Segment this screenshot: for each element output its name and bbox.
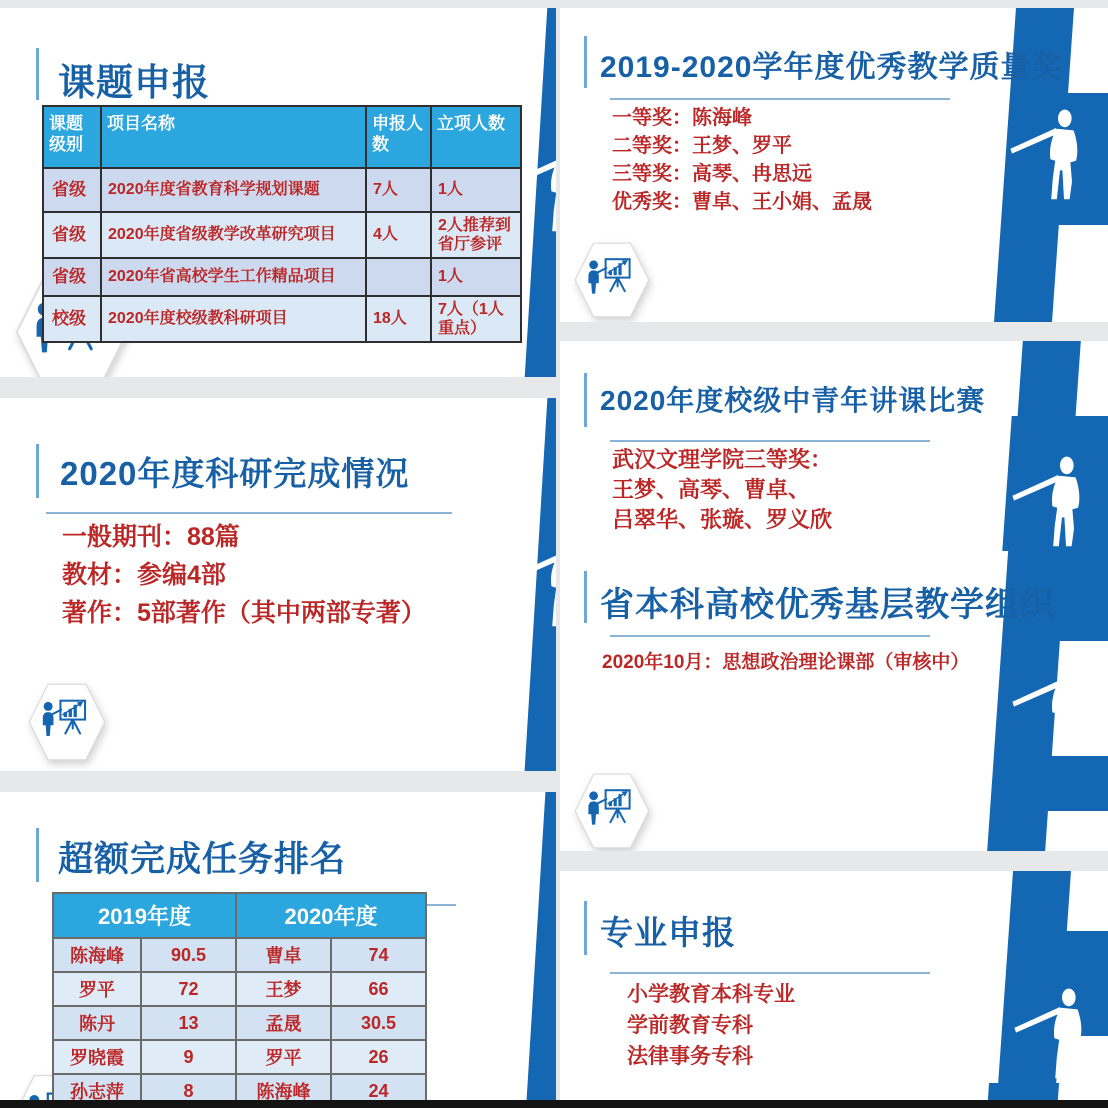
page-title: 专业申报 — [600, 914, 736, 951]
presenter-silhouette-icon — [1008, 106, 1088, 206]
award-line: 一等奖：陈海峰 — [612, 107, 752, 129]
table-cell: 1人 — [431, 168, 521, 212]
table-cell: 校级 — [43, 296, 101, 342]
presenter-board-icon — [572, 240, 652, 320]
table-header-cell: 课题级别 — [43, 106, 101, 168]
title-accent-bar — [584, 901, 587, 955]
title-underline — [610, 98, 950, 100]
table-header-cell: 2020年度 — [236, 893, 426, 938]
table-cell: 2020年度省级教学改革研究项目 — [101, 212, 366, 258]
title-underline — [610, 635, 930, 637]
presenter-board-icon — [572, 771, 652, 851]
table-cell: 孙志萍 — [53, 1074, 141, 1100]
table-cell: 2020年省高校学生工作精品项目 — [101, 258, 366, 296]
table-cell: 陈海峰 — [53, 938, 141, 972]
page-title: 2019-2020学年度优秀教学质量奖 — [600, 51, 1063, 84]
table-cell: 王梦 — [236, 972, 331, 1006]
award-line: 二等奖：王梦、罗平 — [612, 135, 792, 157]
section-title: 省本科高校优秀基层教学组织 — [600, 586, 1055, 624]
slide-major-application — [560, 871, 1108, 1100]
table-header-cell: 申报人数 — [366, 106, 431, 168]
slide-teaching-quality-award — [560, 8, 1108, 322]
table-cell: 2020年度省教育科学规划课题 — [101, 168, 366, 212]
table-cell: 4人 — [366, 212, 431, 258]
table-cell: 2人推荐到省厅参评 — [431, 212, 521, 258]
table-cell: 13 — [141, 1006, 236, 1040]
title-accent-bar — [584, 571, 587, 623]
title-accent-bar — [584, 373, 587, 427]
major-line: 法律事务专科 — [627, 1045, 753, 1068]
table-header-row — [53, 893, 426, 938]
table-cell: 罗平 — [53, 972, 141, 1006]
table-header-cell: 项目名称 — [101, 106, 366, 168]
table-row — [53, 1074, 426, 1100]
award-line: 优秀奖：曹卓、王小娟、孟晟 — [612, 191, 872, 213]
project-application-table — [42, 105, 522, 343]
table-cell: 7人 — [366, 168, 431, 212]
slide-lecture-competition — [560, 341, 1108, 851]
research-stats-list — [62, 518, 426, 632]
table-cell: 74 — [331, 938, 426, 972]
table-header-cell: 2019年度 — [53, 893, 236, 938]
major-line: 小学教育本科专业 — [627, 983, 795, 1006]
page-title: 2020年度科研完成情况 — [60, 455, 410, 492]
stat-line: 一般期刊：88篇 — [62, 523, 240, 551]
table-header-row — [43, 106, 521, 168]
table-cell: 66 — [331, 972, 426, 1006]
winner-line: 吕翠华、张璇、罗义欣 — [612, 507, 833, 532]
presenter-silhouette-icon — [1010, 659, 1090, 759]
title-underline — [610, 972, 930, 974]
table-cell: 72 — [141, 972, 236, 1006]
table-cell: 8 — [141, 1074, 236, 1100]
table-row — [43, 168, 521, 212]
presenter-silhouette-icon — [509, 533, 556, 633]
winner-line: 王梦、高琴、曹卓、 — [612, 477, 811, 502]
table-row — [53, 938, 426, 972]
table-row — [53, 972, 426, 1006]
award-list — [612, 104, 872, 216]
page-title: 课题申报 — [58, 62, 210, 103]
table-cell: 24 — [331, 1074, 426, 1100]
major-list — [627, 979, 795, 1072]
screen-bottom-edge — [0, 1100, 1108, 1108]
slide-project-application — [0, 8, 556, 377]
table-row — [43, 296, 521, 342]
deco-step-shape — [987, 1083, 1059, 1100]
major-line: 学前教育专科 — [627, 1014, 753, 1037]
presenter-board-icon — [26, 681, 108, 763]
table-cell: 曹卓 — [236, 938, 331, 972]
table-cell: 18人 — [366, 296, 431, 342]
title-accent-bar — [584, 36, 587, 88]
table-cell: 7人（1人重点） — [431, 296, 521, 342]
table-cell: 孟晟 — [236, 1006, 331, 1040]
deco-step-shape — [1005, 756, 1108, 811]
table-row — [43, 258, 521, 296]
table-cell: 陈丹 — [53, 1006, 141, 1040]
deco-wedge-shape — [526, 792, 556, 1100]
table-cell: 陈海峰 — [236, 1074, 331, 1100]
section-title: 2020年度校级中青年讲课比赛 — [600, 385, 986, 416]
table-cell: 省级 — [43, 168, 101, 212]
winner-line: 武汉文理学院三等奖： — [612, 447, 833, 472]
table-cell: 9 — [141, 1040, 236, 1074]
slide-task-ranking — [0, 792, 556, 1100]
table-row — [53, 1040, 426, 1074]
table-row — [43, 212, 521, 258]
competition-winner-list — [612, 445, 832, 535]
table-cell — [366, 258, 431, 296]
table-cell: 罗平 — [236, 1040, 331, 1074]
table-cell: 30.5 — [331, 1006, 426, 1040]
task-ranking-table — [52, 892, 427, 1100]
title-accent-bar — [36, 828, 39, 882]
table-cell: 90.5 — [141, 938, 236, 972]
table-cell: 1人 — [431, 258, 521, 296]
title-accent-bar — [36, 444, 39, 498]
stat-line: 著作：5部著作（其中两部专著） — [62, 599, 426, 627]
table-cell: 省级 — [43, 212, 101, 258]
table-row — [53, 1006, 426, 1040]
award-line: 三等奖：高琴、冉思远 — [612, 163, 812, 185]
page-title: 超额完成任务排名 — [58, 840, 347, 879]
table-cell: 26 — [331, 1040, 426, 1074]
stat-line: 教材：参编4部 — [62, 561, 226, 589]
presenter-silhouette-icon — [1012, 985, 1092, 1085]
title-accent-bar — [36, 48, 39, 100]
organization-status-line: 2020年10月：思想政治理论课部（审核中） — [602, 652, 970, 673]
table-cell: 2020年度校级教科研项目 — [101, 296, 366, 342]
title-underline — [46, 512, 452, 514]
slide-research-completion — [0, 398, 556, 771]
table-header-cell: 立项人数 — [431, 106, 521, 168]
title-underline — [610, 440, 930, 442]
table-cell: 省级 — [43, 258, 101, 296]
table-cell: 罗晓霞 — [53, 1040, 141, 1074]
presenter-silhouette-icon — [1010, 453, 1090, 553]
